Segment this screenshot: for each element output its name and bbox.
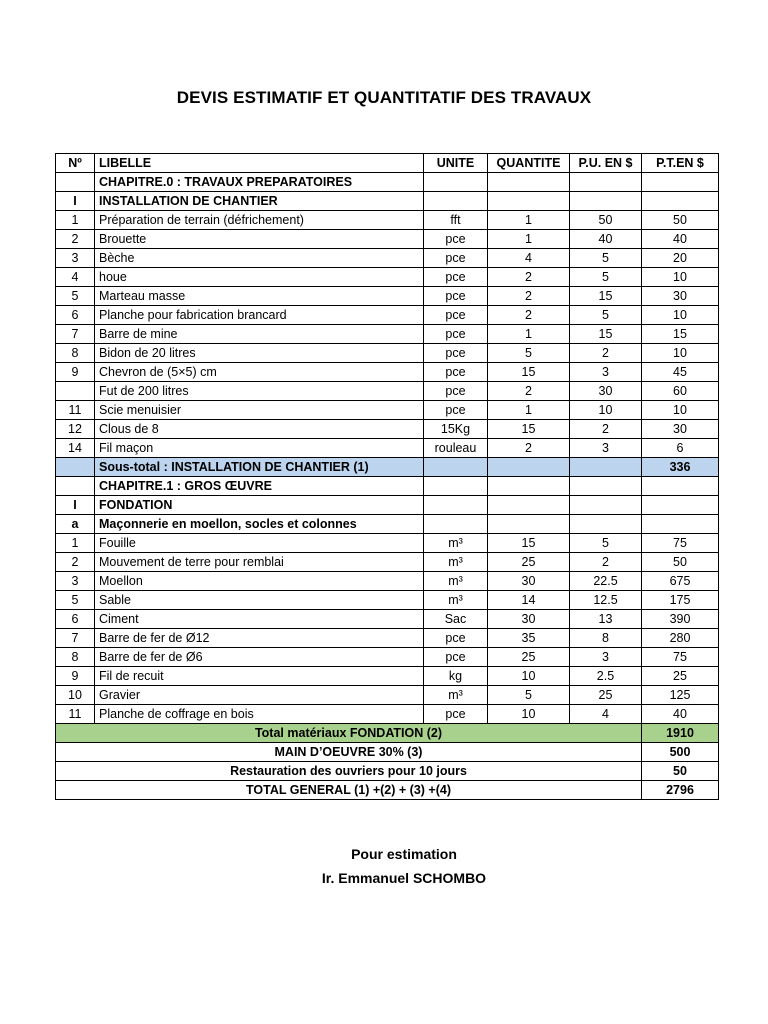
item-num: 8: [56, 344, 95, 363]
item-num: 4: [56, 268, 95, 287]
item-pu: 15: [570, 325, 642, 344]
item-pu: 2: [570, 553, 642, 572]
main-oeuvre-value: 500: [642, 743, 719, 762]
item-num: 5: [56, 591, 95, 610]
header-num: Nº: [56, 154, 95, 173]
item-pt: 390: [642, 610, 719, 629]
item-quantite: 25: [488, 553, 570, 572]
item-quantite: 2: [488, 382, 570, 401]
subsection-num: a: [56, 515, 95, 534]
item-quantite: 2: [488, 287, 570, 306]
item-num: 10: [56, 686, 95, 705]
table-row: [56, 534, 719, 553]
item-pu: 25: [570, 686, 642, 705]
section-label: FONDATION: [95, 496, 424, 515]
item-quantite: 1: [488, 325, 570, 344]
item-unite: 15Kg: [424, 420, 488, 439]
table-row: [56, 249, 719, 268]
item-num: 14: [56, 439, 95, 458]
item-libelle: Ciment: [95, 610, 424, 629]
item-quantite: 30: [488, 610, 570, 629]
item-pt: 15: [642, 325, 719, 344]
item-libelle: Barre de mine: [95, 325, 424, 344]
item-quantite: 15: [488, 363, 570, 382]
item-pt: 25: [642, 667, 719, 686]
table-row: [56, 211, 719, 230]
item-quantite: 2: [488, 306, 570, 325]
header-unite: UNITE: [424, 154, 488, 173]
item-libelle: Fouille: [95, 534, 424, 553]
table-row: [56, 667, 719, 686]
item-pt: 175: [642, 591, 719, 610]
item-unite: pce: [424, 344, 488, 363]
item-pu: 15: [570, 287, 642, 306]
item-num: 12: [56, 420, 95, 439]
item-pt: 675: [642, 572, 719, 591]
section-num: I: [56, 192, 95, 211]
item-pt: 6: [642, 439, 719, 458]
table-row: [56, 439, 719, 458]
section-row: [56, 192, 719, 211]
item-num: 9: [56, 667, 95, 686]
item-pu: 4: [570, 705, 642, 724]
item-libelle: Fil de recuit: [95, 667, 424, 686]
item-pt: 75: [642, 648, 719, 667]
item-unite: Sac: [424, 610, 488, 629]
item-pu: 5: [570, 534, 642, 553]
item-quantite: 15: [488, 420, 570, 439]
item-libelle: Préparation de terrain (défrichement): [95, 211, 424, 230]
item-num: 1: [56, 211, 95, 230]
item-libelle: Clous de 8: [95, 420, 424, 439]
item-unite: fft: [424, 211, 488, 230]
item-quantite: 35: [488, 629, 570, 648]
item-unite: pce: [424, 363, 488, 382]
table-row: [56, 610, 719, 629]
item-pu: 5: [570, 249, 642, 268]
item-unite: m³: [424, 572, 488, 591]
chapter-0-label: CHAPITRE.0 : TRAVAUX PREPARATOIRES: [95, 173, 424, 192]
section-label: INSTALLATION DE CHANTIER: [95, 192, 424, 211]
item-unite: rouleau: [424, 439, 488, 458]
item-num: 6: [56, 610, 95, 629]
item-unite: m³: [424, 553, 488, 572]
subtotal-label: Sous-total : INSTALLATION DE CHANTIER (1): [95, 458, 424, 477]
item-libelle: Brouette: [95, 230, 424, 249]
table-row: [56, 705, 719, 724]
item-num: 11: [56, 401, 95, 420]
item-pt: 10: [642, 344, 719, 363]
quote-table: [55, 153, 719, 800]
item-libelle: houe: [95, 268, 424, 287]
table-row: [56, 363, 719, 382]
item-pt: 10: [642, 306, 719, 325]
item-unite: m³: [424, 591, 488, 610]
restauration-value: 50: [642, 762, 719, 781]
item-num: 3: [56, 249, 95, 268]
item-pu: 40: [570, 230, 642, 249]
item-libelle: Marteau masse: [95, 287, 424, 306]
table-row: [56, 553, 719, 572]
item-pt: 40: [642, 230, 719, 249]
header-libelle: LIBELLE: [95, 154, 424, 173]
item-pt: 125: [642, 686, 719, 705]
item-pt: 10: [642, 268, 719, 287]
main-oeuvre-row: [56, 743, 719, 762]
table-header-row: [56, 154, 719, 173]
item-num: 2: [56, 230, 95, 249]
item-libelle: Scie menuisier: [95, 401, 424, 420]
item-pu: 2: [570, 344, 642, 363]
item-pu: 50: [570, 211, 642, 230]
item-num: 6: [56, 306, 95, 325]
item-pu: 3: [570, 648, 642, 667]
table-row: [56, 572, 719, 591]
item-pu: 2.5: [570, 667, 642, 686]
item-quantite: 5: [488, 686, 570, 705]
item-quantite: 2: [488, 439, 570, 458]
item-pt: 40: [642, 705, 719, 724]
item-libelle: Planche pour fabrication brancard: [95, 306, 424, 325]
item-pu: 30: [570, 382, 642, 401]
item-pt: 50: [642, 553, 719, 572]
item-unite: pce: [424, 401, 488, 420]
item-quantite: 1: [488, 401, 570, 420]
item-quantite: 5: [488, 344, 570, 363]
item-pu: 5: [570, 306, 642, 325]
item-libelle: Fil maçon: [95, 439, 424, 458]
item-libelle: Mouvement de terre pour remblai: [95, 553, 424, 572]
item-libelle: Planche de coffrage en bois: [95, 705, 424, 724]
item-unite: pce: [424, 230, 488, 249]
item-num: 9: [56, 363, 95, 382]
item-unite: pce: [424, 705, 488, 724]
item-quantite: 4: [488, 249, 570, 268]
item-libelle: Barre de fer de Ø12: [95, 629, 424, 648]
item-libelle: Fut de 200 litres: [95, 382, 424, 401]
item-num: 3: [56, 572, 95, 591]
item-quantite: 25: [488, 648, 570, 667]
restauration-row: [56, 762, 719, 781]
item-libelle: Moellon: [95, 572, 424, 591]
item-unite: m³: [424, 686, 488, 705]
item-quantite: 1: [488, 211, 570, 230]
item-libelle: Bèche: [95, 249, 424, 268]
item-unite: pce: [424, 306, 488, 325]
item-unite: pce: [424, 268, 488, 287]
section-row: [56, 496, 719, 515]
total-general-label: TOTAL GENERAL (1) +(2) + (3) +(4): [56, 781, 642, 800]
item-pu: 22.5: [570, 572, 642, 591]
item-unite: pce: [424, 382, 488, 401]
table-row: [56, 268, 719, 287]
item-pt: 30: [642, 287, 719, 306]
item-pu: 2: [570, 420, 642, 439]
item-quantite: 10: [488, 705, 570, 724]
item-pu: 3: [570, 439, 642, 458]
item-pu: 5: [570, 268, 642, 287]
total-general-value: 2796: [642, 781, 719, 800]
table-row: [56, 648, 719, 667]
item-unite: kg: [424, 667, 488, 686]
table-row: [56, 306, 719, 325]
signature-name: Ir. Emmanuel SCHOMBO: [321, 870, 487, 886]
table-row: [56, 382, 719, 401]
item-num: 11: [56, 705, 95, 724]
item-unite: pce: [424, 325, 488, 344]
table-row: [56, 629, 719, 648]
item-quantite: 15: [488, 534, 570, 553]
item-quantite: 1: [488, 230, 570, 249]
item-num: 5: [56, 287, 95, 306]
header-quantite: QUANTITE: [488, 154, 570, 173]
item-pt: 50: [642, 211, 719, 230]
restauration-label: Restauration des ouvriers pour 10 jours: [56, 762, 642, 781]
item-pt: 280: [642, 629, 719, 648]
item-libelle: Bidon de 20 litres: [95, 344, 424, 363]
item-num: [56, 382, 95, 401]
item-quantite: 30: [488, 572, 570, 591]
item-libelle: Sable: [95, 591, 424, 610]
total-fondation-label: Total matériaux FONDATION (2): [56, 724, 642, 743]
item-unite: pce: [424, 249, 488, 268]
chapter-1-label: CHAPITRE.1 : GROS ŒUVRE: [95, 477, 424, 496]
chapter-row: [56, 477, 719, 496]
item-pt: 75: [642, 534, 719, 553]
item-pu: 12.5: [570, 591, 642, 610]
item-libelle: Barre de fer de Ø6: [95, 648, 424, 667]
item-unite: pce: [424, 648, 488, 667]
item-pt: 45: [642, 363, 719, 382]
table-row: [56, 325, 719, 344]
table-row: [56, 287, 719, 306]
table-row: [56, 686, 719, 705]
signature-line-1: Pour estimation: [351, 846, 457, 862]
item-num: 1: [56, 534, 95, 553]
item-num: 2: [56, 553, 95, 572]
subsection-label: Maçonnerie en moellon, socles et colonnes: [95, 515, 424, 534]
item-pu: 13: [570, 610, 642, 629]
table-row: [56, 230, 719, 249]
item-libelle: Gravier: [95, 686, 424, 705]
item-pu: 3: [570, 363, 642, 382]
item-libelle: Chevron de (5×5) cm: [95, 363, 424, 382]
table-row: [56, 344, 719, 363]
chapter-row: [56, 173, 719, 192]
subsection-row: [56, 515, 719, 534]
document-title: DEVIS ESTIMATIF ET QUANTITATIF DES TRAVAUX: [176, 88, 592, 107]
table-row: [56, 591, 719, 610]
header-pt: P.T.EN $: [642, 154, 719, 173]
item-unite: m³: [424, 534, 488, 553]
item-pt: 30: [642, 420, 719, 439]
subtotal-row: [56, 458, 719, 477]
total-fondation-row: [56, 724, 719, 743]
main-oeuvre-label: MAIN D’OEUVRE 30% (3): [56, 743, 642, 762]
item-pt: 20: [642, 249, 719, 268]
item-quantite: 2: [488, 268, 570, 287]
item-unite: pce: [424, 287, 488, 306]
header-pu: P.U. EN $: [570, 154, 642, 173]
table-row: [56, 401, 719, 420]
item-quantite: 14: [488, 591, 570, 610]
item-pt: 60: [642, 382, 719, 401]
item-unite: pce: [424, 629, 488, 648]
item-pu: 10: [570, 401, 642, 420]
item-num: 7: [56, 629, 95, 648]
item-num: 7: [56, 325, 95, 344]
total-fondation-value: 1910: [642, 724, 719, 743]
total-general-row: [56, 781, 719, 800]
subtotal-value: 336: [642, 458, 719, 477]
section-num: I: [56, 496, 95, 515]
item-quantite: 10: [488, 667, 570, 686]
item-num: 8: [56, 648, 95, 667]
item-pu: 8: [570, 629, 642, 648]
table-row: [56, 420, 719, 439]
item-pt: 10: [642, 401, 719, 420]
